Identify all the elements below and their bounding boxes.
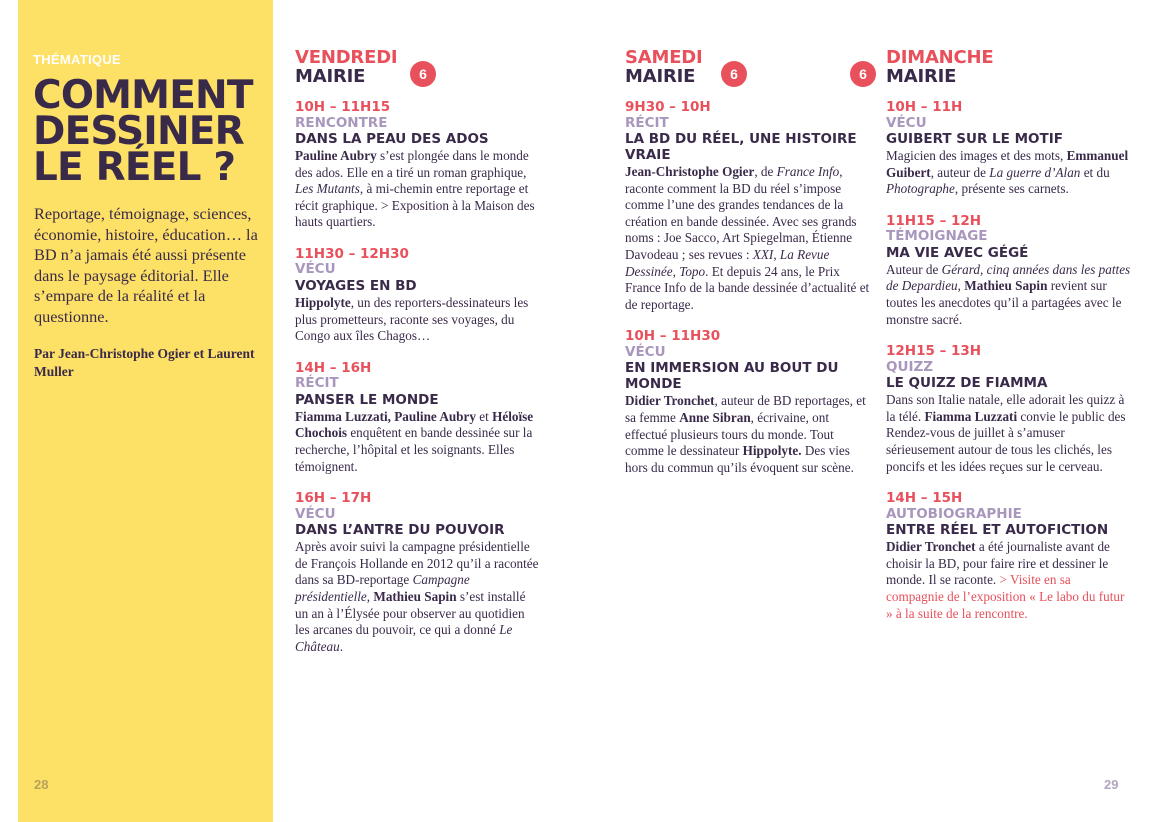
venue-number-badge: 6 [721,61,747,87]
day-header [625,48,870,88]
event-item [886,344,1131,475]
description-run: , de [754,164,777,179]
description-run: Didier Tronchet [625,393,715,409]
event-category: RENCONTRE [295,114,388,131]
description-run: , à mi-chemin entre reportage et récit graphique. > Exposition à la Maison des hauts quartiers. [295,181,535,230]
description-run: Didier Tronchet [886,539,976,555]
event-time: 16H – 17H [295,490,372,507]
description-run: Auteur de [886,261,942,277]
event-time: 11H15 – 12H [886,212,982,229]
event-item [625,100,870,313]
description-run: Mathieu Sapin [373,588,457,604]
event-category: TÉMOIGNAGE [886,228,988,245]
description-run: , présente ses carnets. [954,181,1069,197]
description-run: a été journaliste avant de choisir la BD, pour faire rire et dessiner le monde. Il se raconte. [886,539,1110,588]
event-category: VÉCU [295,261,336,278]
event-time: 14H – 16H [295,359,372,376]
description-run: Pauline Aubry [295,148,377,163]
description-run: Magicien des images et des mots, [886,148,1067,163]
event-title: GUIBERT SUR LE MOTIF [886,131,1063,147]
description-run: convie le public des Rendez-vous de juillet à s’amuser sérieusement autour de tous les clichés, les poncifs et les idées reçues sur le cerveau. [886,408,1126,474]
day-name: DIMANCHE [886,47,994,68]
event-item [886,491,1131,622]
event-time: 10H – 11H [886,99,963,115]
event-title: ENTRE RÉEL ET AUTOFICTION [886,522,1109,539]
day-header [859,47,1131,88]
event-item [886,100,1131,198]
page-number-right: 29 [1104,777,1119,792]
description-run: , écrivaine, ont effectué plusieurs tours du monde. Tout comme le dessinateur [625,409,834,459]
event-description [625,393,870,476]
day-column-saturday [625,48,870,492]
description-run: Fiamma Luzzati, Pauline Aubry [295,408,476,424]
event-title: MA VIE AVEC GÉGÉ [886,244,1029,261]
event-time: 10H – 11H30 [625,328,721,345]
description-run: Des vies hors du commun qu’ils évoquent sur scène. [625,443,854,475]
event-time: 9H30 – 10H [625,99,711,115]
description-run: , raconte comment la BD du réel s’impose comme l’une des grandes tendances de la création en bande dessinée. Avec ses grands noms : Joe Sacco, Art Spiegelman, Étienne Davodeau ; ses revues : [625,164,857,262]
event-item [295,247,540,345]
description-run: , [672,263,680,279]
description-run: Jean-Christophe Ogier [625,164,755,179]
description-run: , [773,246,780,262]
description-run: Campagne présidentielle [295,572,470,604]
event-list [295,100,540,655]
description-run: Emmanuel Guibert [886,148,1129,180]
description-run: Le Château [295,622,513,654]
event-description [295,539,540,655]
description-run: Héloïse Chochois [295,408,534,441]
event-title: LA BD DU RÉEL, UNE HISTOIRE VRAIE [625,131,857,163]
page-number-left: 28 [34,777,49,792]
description-run: La Revue Dessinée [625,246,830,279]
day-name: SAMEDI [625,47,703,68]
description-run: et du [1080,164,1110,180]
event-time: 11H30 – 12H30 [295,245,409,262]
description-run: , [366,588,374,604]
event-description [886,148,1131,198]
description-run: revient sur toutes les anecdotes qu’il a partagées avec le monstre sacré. [886,278,1122,327]
day-name: VENDREDI [295,47,398,68]
description-run: , [957,278,965,294]
day-venue: MAIRIE [625,66,696,87]
day-venue: MAIRIE [295,66,366,87]
description-run: Les Mutants [295,181,360,197]
description-run: Gérard, cinq années dans les pattes de Depardieu [886,261,1131,294]
event-description [295,295,540,345]
description-run: Dans son Italie natale, elle adorait les quizz à la télé. [886,392,1125,424]
event-title: DANS LA PEAU DES ADOS [295,131,489,147]
day-column-friday [295,48,540,671]
title-line: DESSINER [33,109,244,154]
description-run: Après avoir suivi la campagne présidentielle de François Hollande en 2012 qu’il a racontée dans sa BD-reportage [295,539,539,588]
event-description [886,392,1131,475]
event-description [295,148,540,231]
description-run: s’est plongée dans le monde des ados. Elle en a tiré un roman graphique, [295,148,529,180]
thematic-sidebar [18,0,273,822]
description-run: . [339,638,343,654]
description-run: Fiamma Luzzati [924,408,1018,424]
event-title: DANS L’ANTRE DU POUVOIR [295,522,505,539]
event-title: EN IMMERSION AU BOUT DU MONDE [625,360,839,393]
event-item [625,329,870,476]
section-kicker: THÉMATIQUE [33,52,121,67]
description-run: Mathieu Sapin [964,278,1048,294]
description-run: Topo [679,263,706,279]
event-category: VÉCU [625,343,666,360]
event-item [295,100,540,231]
description-run: et [475,408,493,424]
intro-paragraph: Reportage, témoignage, sciences, économie, histoire, éducation… la BD n’a jamais été aussi présente dans le paysage éditorial. Elle s’empare de la réalité et la questionne. [34,204,258,326]
description-run: Hippolyte. [742,443,802,459]
title-line: LE RÉEL ? [33,145,236,190]
event-title: VOYAGES EN BD [295,277,417,294]
description-run: , auteur de [930,164,990,180]
event-time: 10H – 11H15 [295,99,391,115]
description-run: , auteur de BD reportages, et sa femme [625,393,866,425]
description-run: La guerre d’Alan [989,164,1081,180]
event-item [295,361,540,475]
title-line: COMMENT [33,73,253,118]
event-category: VÉCU [295,505,336,522]
event-item [886,214,1131,328]
event-title: PANSER LE MONDE [295,391,439,408]
description-run: . Et depuis 24 ans, le Prix France Info de la bande dessinée d’actualité et de reportage. [625,263,870,312]
authors-credit: Par Jean-Christophe Ogier et Laurent Muller [34,346,255,379]
event-list [625,100,870,476]
event-item [295,491,540,655]
event-category: AUTOBIOGRAPHIE [886,505,1022,522]
description-run: Hippolyte [295,294,351,310]
event-time: 12H15 – 13H [886,343,982,360]
description-run: Anne Sibran [679,409,751,425]
description-run: France Info [776,164,840,179]
venue-number-badge: 6 [850,61,876,87]
description-run: , un des reporters-dessinateurs les plus prometteurs, raconte ses voyages, du Congo aux îles Chagos… [295,294,529,344]
event-category: RÉCIT [295,375,339,392]
description-run: s’est installé un an à l’Élysée pour observer au quotidien les arcanes du pouvoir, ce qui a donné [295,588,526,638]
event-description [886,539,1131,622]
description-run: Photographe [886,181,955,197]
day-venue: MAIRIE [886,66,957,87]
event-category: VÉCU [886,114,927,131]
venue-number-badge: 6 [410,61,436,87]
event-description [886,262,1131,328]
event-list [886,100,1131,622]
event-description [625,164,870,313]
description-run: XXI [752,246,774,262]
description-run: enquêtent en bande dessinée sur la recherche, l’hôpital et les soignants. Elles témoignent. [295,425,533,474]
day-column-sunday [859,47,1131,638]
event-description [295,409,540,475]
day-header [295,48,540,88]
event-category: RÉCIT [625,114,669,131]
page-title [33,73,273,190]
description-run: > Visite en sa compagnie de l’exposition « Le labo du futur » à la suite de la rencontre. [886,572,1125,621]
event-time: 14H – 15H [886,490,963,507]
event-title: LE QUIZZ DE FIAMMA [886,375,1048,392]
event-category: QUIZZ [886,358,934,375]
